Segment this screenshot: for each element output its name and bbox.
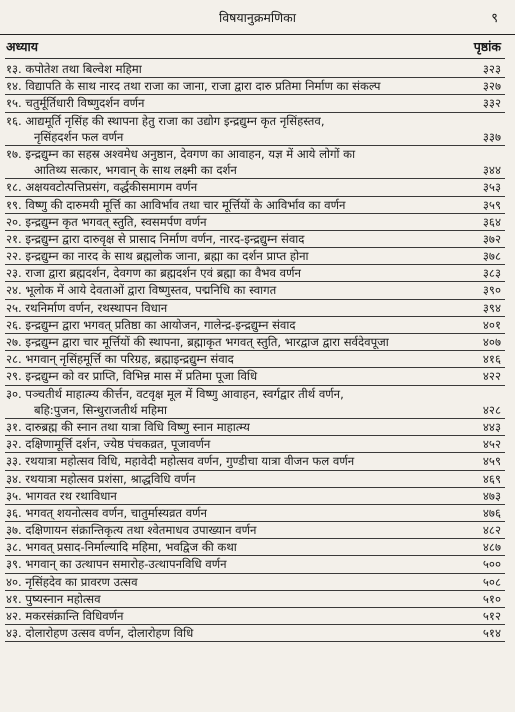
toc-entry-line	[0, 231, 515, 247]
entry-page-number: ३४४	[482, 163, 501, 178]
toc-entry	[0, 113, 515, 146]
entry-title: १९. विष्णु की दारुमयी मूर्त्ति का आविर्भाव तथा चार मूर्त्तियों के आविर्भाव का वर्णन	[6, 197, 346, 212]
toc-entry	[0, 386, 515, 419]
toc-entry	[0, 282, 515, 299]
toc-entry	[0, 197, 515, 214]
toc-entry-line	[0, 317, 515, 333]
toc-entry-line	[0, 402, 515, 418]
entry-title: ३४. रथयात्रा महोत्सव प्रशंसा, श्राद्धविधि वर्णन	[6, 471, 196, 486]
entry-page-number: ४८७	[482, 540, 501, 555]
entry-title: १५. चतुर्मूर्तिधारी विष्णुदर्शन वर्णन	[6, 96, 145, 111]
toc-entry	[0, 488, 515, 505]
page-header	[0, 0, 515, 35]
toc-entry	[0, 419, 515, 436]
entry-page-number: ३७८	[482, 249, 501, 264]
toc-entry-line	[0, 556, 515, 572]
toc-entry	[0, 95, 515, 112]
toc-entry	[0, 248, 515, 265]
toc-entry	[0, 317, 515, 334]
toc-entry-line	[0, 146, 515, 162]
toc-entry-line	[0, 436, 515, 452]
entry-title: बहि:पुजन, सिन्धुराजतीर्थ महिमा	[34, 402, 167, 417]
entry-title: ३५. भागवत रथ रथाविधान	[6, 488, 117, 503]
page-column-header: पृष्ठांक	[473, 39, 501, 54]
entry-page-number: ४७६	[482, 505, 501, 520]
entry-page-number: ५१४	[482, 626, 501, 641]
entry-title: ३१. दारुब्रह्म की स्नान तथा यात्रा विधि विष्णु स्नान माहात्म्य	[6, 419, 250, 434]
entry-page-number: ४५९	[482, 454, 501, 469]
entry-title: ३९. भगवान् का उत्थापन समारोह-उत्थापनविधि वर्णन	[6, 557, 227, 572]
entry-title: ४२. मकरसंक्रान्ति विधिवर्णन	[6, 609, 124, 623]
toc-entry-line	[0, 197, 515, 213]
entry-title: ३०. पञ्चतीर्थ माहात्म्य कीर्त्तन, वटवृक्ष मूल में विष्णु आवाहन, स्वर्गद्वार तीर्थ वर्णन,	[6, 386, 344, 401]
entry-title: १४. विद्यापति के साथ नारद तथा राजा का जाना, राजा द्वारा दारु प्रतिमा निर्माण का संकल्प	[6, 79, 381, 94]
toc-entry-line	[0, 129, 515, 145]
toc-entry-line	[0, 282, 515, 298]
toc-entry-line	[0, 61, 515, 77]
toc-entry	[0, 436, 515, 453]
entry-title: १६. आद्यमूर्ति नृसिंह की स्थापना हेतु राजा का उद्योग इन्द्रद्युम्न कृत नृसिंहस्तव,	[6, 113, 325, 128]
entry-page-number: ३७२	[482, 231, 501, 246]
toc-entry	[0, 146, 515, 179]
toc-entry-line	[0, 248, 515, 264]
entry-title: ३२. दक्षिणामूर्त्ति दर्शन, ज्येष्ठ पंचकव्रत, पूजावर्णन	[6, 437, 211, 452]
entry-title: ३७. दक्षिणायन संक्रान्तिकृत्य तथा श्वेतमाधव उपाख्यान वर्णन	[6, 523, 257, 538]
toc-entry	[0, 625, 515, 642]
toc-entries	[0, 61, 515, 642]
toc-entry-line	[0, 78, 515, 94]
toc-entry	[0, 453, 515, 470]
toc-entry-line	[0, 608, 515, 624]
page-number: ९	[491, 11, 498, 26]
toc-entry-line	[0, 162, 515, 178]
entry-title: १८. अक्षयवटोत्पत्तिप्रसंग, वर्द्धकीसमागम वर्णन	[6, 180, 198, 195]
toc-entry	[0, 231, 515, 248]
toc-entry	[0, 539, 515, 556]
toc-entry	[0, 214, 515, 231]
toc-entry	[0, 78, 515, 95]
toc-entry-line	[0, 214, 515, 230]
entry-page-number: ३५३	[482, 180, 501, 195]
entry-page-number: ४०१	[482, 317, 501, 332]
entry-title: २८. भगवान् नृसिंहमूर्त्ति का परिग्रह, ब्रह्माइन्द्रद्युम्न संवाद	[6, 352, 234, 367]
entry-page-number: ४७३	[482, 488, 501, 503]
entry-page-number: ३६४	[482, 214, 501, 229]
toc-entry	[0, 179, 515, 196]
toc-entry-line	[0, 574, 515, 590]
entry-page-number: ५१२	[482, 609, 501, 623]
entry-page-number: ४५२	[482, 437, 501, 452]
toc-entry-line	[0, 95, 515, 111]
entry-page-number: ३२३	[482, 62, 501, 76]
entry-title: ३३. रथयात्रा महोत्सव विधि, महावेदी महोत्सव वर्णन, गुण्डीचा यात्रा वीजन फल वर्णन	[6, 454, 355, 469]
entry-title: २६. इन्द्रद्युम्न द्वारा भगवत् प्रतिष्ठा का आयोजन, गालेन्द्र-इन्द्रद्युम्न संवाद	[6, 317, 296, 332]
entry-page-number: ४८२	[482, 523, 501, 538]
entry-title: ३६. भगवत् शयनोत्सव वर्णन, चातुर्मास्यव्रत वर्णन	[6, 505, 207, 520]
entry-divider	[5, 641, 505, 642]
toc-entry-line	[0, 265, 515, 281]
page-title: विषयानुक्रमणिका	[218, 10, 297, 25]
entry-page-number: ४०७	[482, 335, 501, 349]
toc-entry	[0, 61, 515, 78]
entry-page-number: ४४३	[482, 419, 501, 434]
toc-entry-line	[0, 591, 515, 607]
entry-page-number: ३३२	[482, 96, 501, 111]
entry-page-number: ३९०	[482, 283, 501, 298]
toc-entry	[0, 334, 515, 351]
entry-page-number: ५००	[482, 557, 501, 572]
toc-entry	[0, 505, 515, 522]
entry-page-number: ५१०	[482, 591, 501, 606]
chapter-column-header: अध्याय	[6, 39, 38, 54]
toc-entry-line	[0, 471, 515, 487]
entry-page-number: ३९४	[482, 300, 501, 315]
toc-entry	[0, 368, 515, 385]
toc-entry-line	[0, 334, 515, 350]
entry-page-number: ५०८	[482, 574, 501, 589]
entry-title: २०. इन्द्रद्युम्न कृत भगवत् स्तुति, स्वसमर्पण वर्णन	[6, 214, 207, 229]
entry-title: २३. राजा द्वारा ब्रह्मदर्शन, देवगण का ब्रह्मदर्शन एवं ब्रह्मा का वैभव वर्णन	[6, 266, 301, 281]
entry-title: २७. इन्द्रद्युम्न द्वारा चार मूर्त्तियों की स्थापना, ब्रह्माकृत भगवत् स्तुति, भारद्वाज द्वारा सर्वदेवपूजा	[6, 335, 389, 349]
toc-entry-line	[0, 625, 515, 641]
entry-title: २४. भूलोक में आये देवताओं द्वारा विष्णुस्तव, पद्मनिधि का स्वागत	[6, 283, 277, 298]
entry-title: ३८. भगवत् प्रसाद-निर्माल्यादि महिमा, भवद्विज की कथा	[6, 540, 237, 555]
entry-title: २५. रथनिर्माण वर्णन, रथस्थापन विधान	[6, 300, 168, 315]
toc-entry-line	[0, 368, 515, 384]
entry-title: नृसिंहदर्शन फल वर्णन	[34, 129, 124, 144]
toc-entry-line	[0, 113, 515, 129]
toc-entry-line	[0, 351, 515, 367]
entry-title: १३. कपोतेश तथा बिल्वेश महिमा	[6, 62, 142, 76]
toc-entry	[0, 574, 515, 591]
entry-title: २१. इन्द्रद्युम्न द्वारा दारुवृक्ष से प्रासाद निर्माण वर्णन, नारद-इन्द्रद्युम्न संवाद	[6, 231, 305, 246]
toc-entry-line	[0, 488, 515, 504]
toc-entry	[0, 265, 515, 282]
toc-entry	[0, 556, 515, 573]
toc-entry	[0, 591, 515, 608]
toc-entry	[0, 471, 515, 488]
toc-entry-line	[0, 419, 515, 435]
toc-entry-line	[0, 179, 515, 195]
entry-title: ४१. पुष्यस्नान महोत्सव	[6, 591, 101, 606]
header-rule	[5, 58, 505, 59]
entry-page-number: ३३७	[482, 129, 501, 144]
entry-title: २२. इन्द्रद्युम्न का नारद के साथ ब्रह्मलोक जाना, ब्रह्मा का दर्शन प्राप्त होना	[6, 249, 309, 264]
toc-entry-line	[0, 505, 515, 521]
entry-page-number: ४१६	[482, 352, 501, 367]
entry-title: १७. इन्द्रद्युम्न का सहस्र अश्वमेध अनुष्ठान, देवगण का आवाहन, यज्ञ में आये लोगों का	[6, 146, 356, 161]
entry-page-number: ३२७	[482, 79, 501, 94]
entry-page-number: ३८३	[482, 266, 501, 281]
entry-title: ४३. दोलारोहण उत्सव वर्णन, दोलारोहण विधि	[6, 626, 194, 641]
toc-entry	[0, 608, 515, 625]
column-headers	[6, 38, 501, 56]
toc-entry-line	[0, 522, 515, 538]
entry-page-number: ४२२	[482, 369, 501, 384]
toc-entry	[0, 351, 515, 368]
entry-title: आतिथ्य सत्कार, भगवान् के साथ लक्ष्मी का दर्शन	[34, 163, 237, 178]
toc-entry-line	[0, 386, 515, 402]
entry-title: ४०. नृसिंहदेव का प्रावरण उत्सव	[6, 574, 138, 589]
toc-entry	[0, 522, 515, 539]
toc-entry-line	[0, 300, 515, 316]
toc-entry-line	[0, 539, 515, 555]
toc-entry-line	[0, 453, 515, 469]
entry-page-number: ३५९	[482, 197, 501, 212]
entry-page-number: ४२८	[482, 402, 501, 417]
entry-page-number: ४६९	[482, 471, 501, 486]
entry-title: २९. इन्द्रद्युम्न को वर प्राप्ति, विभिन्न मास में प्रतिमा पूजा विधि	[6, 369, 258, 384]
toc-entry	[0, 300, 515, 317]
